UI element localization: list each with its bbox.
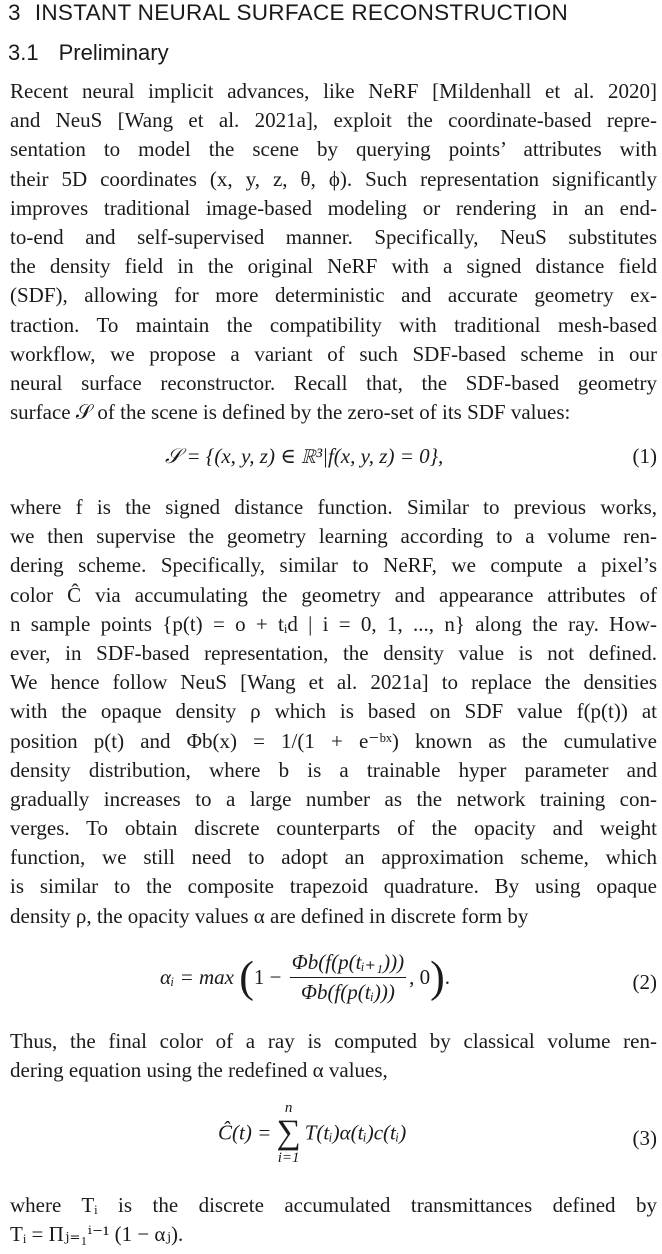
equation-3-lhs: Ĉ(t) =: [218, 1120, 272, 1145]
text-line: function, we still need to adopt an approximation scheme, which: [10, 845, 657, 870]
text-line: where Tᵢ is the discrete accumulated transmittances defined by: [10, 1193, 657, 1217]
equation-3: [10, 1100, 657, 1180]
paragraph-intro: [10, 77, 657, 427]
equation-2: [10, 950, 657, 1014]
section-heading: [8, 0, 568, 26]
equation-2-lhs: αᵢ = max: [160, 965, 235, 989]
equation-2-fraction: [290, 950, 406, 1005]
text-line: with the opaque density ρ which is based on SDF value f(p(t)) at: [10, 699, 657, 724]
equation-2-body: [160, 950, 450, 1005]
equation-2-number: (2): [632, 970, 657, 994]
equation-3-rhs: T(tᵢ)α(tᵢ)c(tᵢ): [304, 1120, 407, 1145]
text-line: their 5D coordinates (x, y, z, θ, ϕ). Such representation significantly: [10, 166, 657, 191]
text-line: and NeuS [Wang et al. 2021a], exploit the coordinate-based repre-: [10, 108, 657, 133]
equation-2-numerator: Φb(f(p(tᵢ₊₁))): [290, 950, 406, 978]
text-line: verges. To obtain discrete counterparts of the opacity and weight: [10, 816, 657, 841]
equation-3-body: [218, 1100, 406, 1166]
text-line: improves traditional image-based modeling or rendering in an end-: [10, 195, 657, 220]
text-line: to-end and self-supervised manner. Specifically, NeuS substitutes: [10, 224, 657, 249]
section-title: INSTANT NEURAL SURFACE RECONSTRUCTION: [34, 0, 569, 25]
text-line: dering scheme. Specifically, similar to NeRF, we compute a pixel’s: [10, 553, 657, 578]
paragraph-final-color: [10, 1027, 657, 1085]
paragraph-volume-rendering: [10, 493, 657, 931]
equation-3-number: (3): [632, 1126, 657, 1150]
text-line: sentation to model the scene by querying points’ attributes with: [10, 137, 657, 162]
equation-1-body: 𝒮 = {(x, y, z) ∈ ℝ³|f(x, y, z) = 0},: [165, 444, 444, 468]
equation-2-tail: , 0: [409, 965, 431, 989]
text-line: workflow, we propose a variant of such SDF-based scheme in our: [10, 341, 657, 366]
sum-symbol: ∑: [276, 1114, 301, 1151]
text-line: We hence follow NeuS [Wang et al. 2021a] to replace the densities: [10, 670, 657, 695]
equation-2-one-minus: 1 −: [253, 965, 282, 989]
subsection-number: 3.1: [8, 40, 39, 65]
text-line: Recent neural implicit advances, like NeRF [Mildenhall et al. 2020]: [10, 79, 657, 103]
text-line: the density field in the original NeRF with a signed distance field: [10, 254, 657, 279]
text-line: ever, in SDF-based representation, the density value is not defined.: [10, 640, 657, 665]
subsection-heading: [8, 40, 169, 66]
text-line: neural surface reconstructor. Recall that, the SDF-based geometry: [10, 370, 657, 395]
subsection-title: Preliminary: [58, 40, 169, 65]
equation-1: [10, 444, 657, 474]
text-line: we then supervise the geometry learning according to a volume ren-: [10, 524, 657, 549]
text-line: Thus, the final color of a ray is computed by classical volume ren-: [10, 1029, 657, 1053]
text-line: (SDF), allowing for more deterministic and accurate geometry ex-: [10, 283, 657, 308]
paragraph-transmittance: [10, 1191, 657, 1249]
text-line: position p(t) and Φb(x) = 1/(1 + e⁻ᵇˣ) known as the cumulative: [10, 728, 657, 753]
text-line: where f is the signed distance function. Similar to previous works,: [10, 495, 657, 519]
right-paren: ): [430, 952, 445, 1002]
text-line: surface 𝒮 of the scene is defined by the zero-set of its SDF values:: [10, 400, 571, 425]
text-line: dering equation using the redefined α values,: [10, 1058, 388, 1083]
text-line: is similar to the composite trapezoid quadrature. By using opaque: [10, 874, 657, 899]
left-paren: (: [239, 952, 254, 1002]
text-line: density ρ, the opacity values α are defined in discrete form by: [10, 903, 529, 928]
section-number: 3: [8, 0, 21, 25]
text-line: density distribution, where b is a trainable hyper parameter and: [10, 757, 657, 782]
text-line: n sample points {p(t) = o + tᵢd | i = 0, 1, ..., n} along the ray. How-: [10, 611, 657, 636]
sum-lower-limit: i=1: [277, 1150, 300, 1166]
equation-2-end: .: [444, 965, 450, 989]
equation-1-number: (1): [632, 444, 657, 468]
text-line: Tᵢ = Πⱼ₌₁ⁱ⁻¹ (1 − αⱼ).: [10, 1222, 184, 1247]
equation-2-denominator: Φb(f(p(tᵢ))): [300, 980, 395, 1004]
text-line: traction. To maintain the compatibility with traditional mesh-based: [10, 312, 657, 337]
text-line: gradually increases to a large number as the network training con-: [10, 786, 657, 811]
sum-upper-limit: n: [284, 1100, 293, 1116]
summation-operator: [277, 1100, 301, 1166]
text-line: color Ĉ via accumulating the geometry and appearance attributes of: [10, 582, 657, 607]
